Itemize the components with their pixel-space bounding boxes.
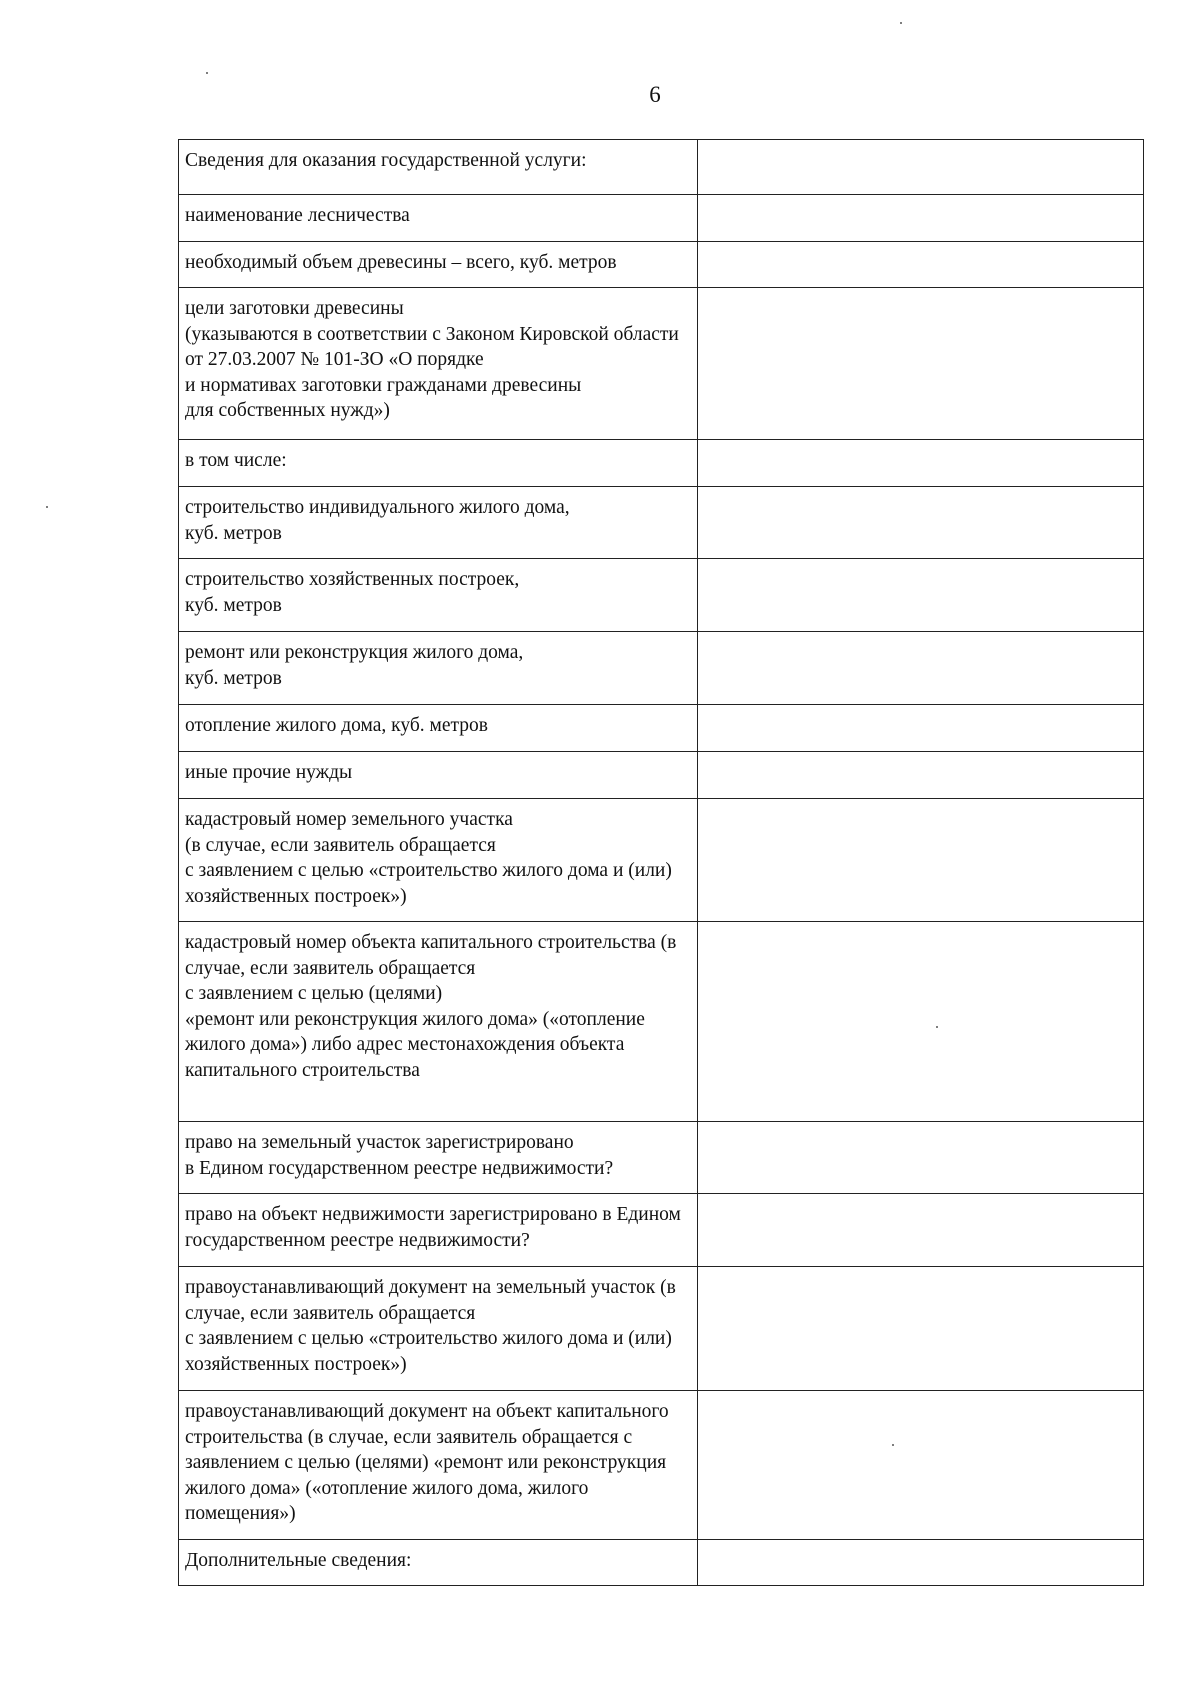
table-row [179,1267,1144,1391]
row-value-cell[interactable] [698,799,1144,922]
row-value-cell[interactable] [698,752,1144,799]
including-label: в том числе: [185,450,287,471]
property-right-registered-label: право на объект недвижимости зарегистрировано в Едином государственном реестре недвижимости? [185,1204,681,1251]
row-label-cell [179,1122,698,1194]
table-row [179,487,1144,559]
row-label-cell [179,632,698,705]
land-title-document-label: правоустанавливающий документ на земельный участок (в случае, если заявитель обращается с заявлением с целью «строительство жилого дома и (или) хозяйственных построек») [185,1277,676,1375]
scan-speck [892,1444,894,1446]
row-value [698,1122,1143,1136]
row-value-cell[interactable] [698,1267,1144,1391]
row-label-cell [179,705,698,752]
table-row [179,1122,1144,1194]
table-row [179,440,1144,487]
scan-speck [936,1026,938,1028]
page-number: 6 [649,82,661,107]
table-row [179,288,1144,440]
other-needs-label: иные прочие нужды [185,762,353,783]
service-info-table [178,139,1144,1586]
land-plot-cadastral-label: кадастровый номер земельного участка (в случае, если заявитель обращается с заявлением с целью «строительство жилого дома и (или) хозяйственных построек») [185,809,672,907]
table-row [179,140,1144,195]
land-right-registered-label: право на земельный участок зарегистрировано в Едином государственном реестре недвижимости? [185,1132,614,1179]
table-row [179,242,1144,288]
row-label-cell [179,1540,698,1586]
row-value-cell[interactable] [698,140,1144,195]
row-value-cell[interactable] [698,1391,1144,1540]
table-row [179,1194,1144,1267]
outbuildings-construction-label: строительство хозяйственных построек, куб. метров [185,569,520,616]
wood-volume-total-label: необходимый объем древесины – всего, куб. метров [185,252,617,273]
row-label-cell [179,242,698,288]
row-label-cell [179,1391,698,1540]
house-heating-label: отопление жилого дома, куб. метров [185,715,488,736]
row-value-cell[interactable] [698,195,1144,242]
row-value [698,799,1143,813]
row-label-cell [179,140,698,195]
row-label-cell [179,1194,698,1267]
capital-object-title-document-label: правоустанавливающий документ на объект капитального строительства (в случае, если заявитель обращается с заявлением с целью (целями) «ремонт или реконструкция жилого дома» («отопление жилого дома, жилого помещения») [185,1401,669,1524]
scan-speck [900,22,902,24]
row-value-cell[interactable] [698,1194,1144,1267]
row-value-cell[interactable] [698,559,1144,632]
row-value [698,288,1143,302]
row-label-cell [179,288,698,440]
row-value [698,1194,1143,1208]
row-value-cell[interactable] [698,632,1144,705]
row-label-cell [179,440,698,487]
row-label-cell [179,1267,698,1391]
row-value-cell[interactable] [698,242,1144,288]
house-repair-label: ремонт или реконструкция жилого дома, куб. метров [185,642,524,689]
row-value [698,242,1143,256]
table-row [179,1391,1144,1540]
row-label-cell [179,922,698,1122]
row-label-cell [179,487,698,559]
table-row [179,752,1144,799]
row-label-cell [179,799,698,922]
row-value-cell[interactable] [698,922,1144,1122]
row-value [698,922,1143,936]
row-value [698,1267,1143,1281]
row-value-cell[interactable] [698,1122,1144,1194]
service-info-heading: Сведения для оказания государственной услуги: [185,150,587,171]
row-value [698,1391,1143,1405]
table-row [179,799,1144,922]
table-row [179,705,1144,752]
table-row [179,632,1144,705]
row-value-cell[interactable] [698,1540,1144,1586]
table-row [179,195,1144,242]
table-row [179,559,1144,632]
row-value-cell[interactable] [698,288,1144,440]
forestry-name-label: наименование лесничества [185,205,410,226]
row-value-cell[interactable] [698,440,1144,487]
row-value [698,559,1143,573]
table-row [179,922,1144,1122]
row-value [698,140,1143,154]
harvest-purpose-label: цели заготовки древесины (указываются в соответствии с Законом Кировской области от 27.03.2007 № 101-ЗО «О порядке и нормативах заготовки гражданами древесины для собственных нужд») [185,298,679,421]
row-label-cell [179,752,698,799]
row-value [698,752,1143,766]
row-value-cell[interactable] [698,705,1144,752]
row-value [698,632,1143,646]
row-value [698,487,1143,501]
scan-speck [206,72,208,74]
additional-info-label: Дополнительные сведения: [185,1550,412,1571]
scan-speck [46,506,48,508]
row-value [698,705,1143,719]
row-value [698,440,1143,454]
row-value [698,195,1143,209]
row-label-cell [179,195,698,242]
table-row [179,1540,1144,1586]
row-value-cell[interactable] [698,487,1144,559]
row-label-cell [179,559,698,632]
row-value [698,1540,1143,1554]
capital-object-cadastral-label: кадастровый номер объекта капитального строительства (в случае, если заявитель обращается с заявлением с целью (целями) «ремонт или реконструкция жилого дома» («отопление жилого дома») либо адрес местонахождения объекта капитального строительства [185,932,677,1081]
house-construction-label: строительство индивидуального жилого дома, куб. метров [185,497,570,544]
